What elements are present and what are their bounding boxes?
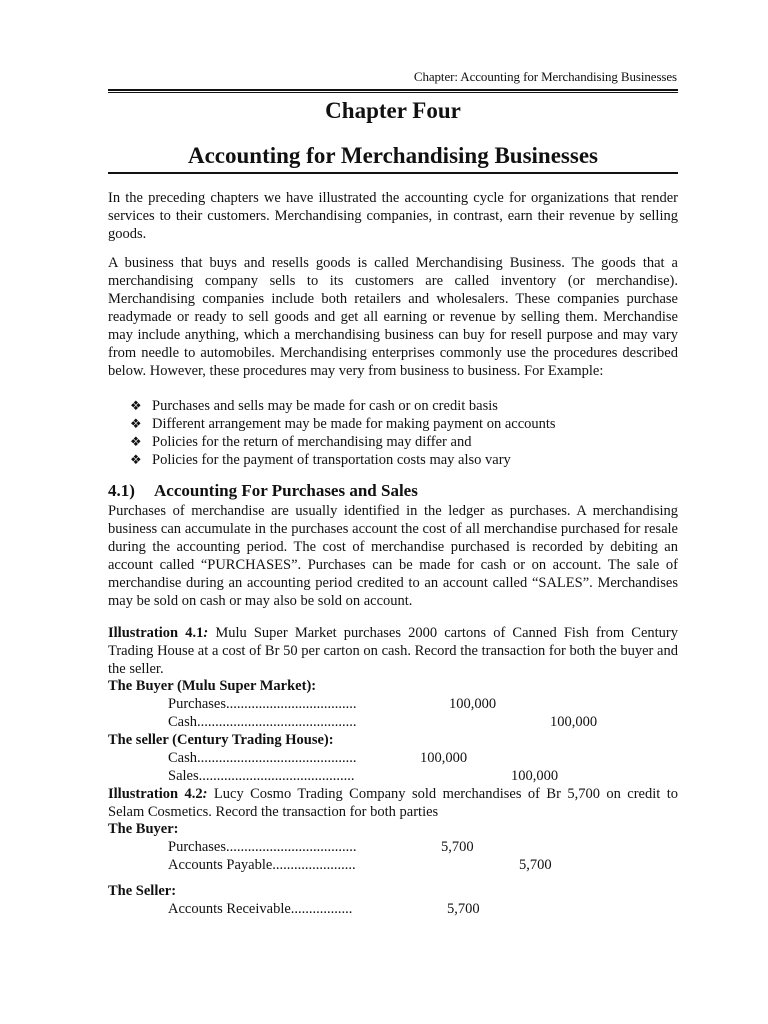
list-item (130, 433, 670, 451)
journal-debit: 5,700 (447, 901, 480, 917)
buyer-heading: The Buyer: (108, 821, 179, 837)
illustration-2-label: Illustration 4.2: (108, 786, 208, 802)
journal-account: Cash............................................ (168, 714, 357, 730)
diamond-bullet-icon: ❖ (130, 398, 142, 413)
list-item-text: Different arrangement may be made for making payment on accounts (152, 416, 556, 432)
seller-heading: The Seller: (108, 883, 177, 899)
illustration-2-text (108, 785, 678, 821)
diamond-bullet-icon: ❖ (130, 434, 142, 449)
illustration-1-body: Mulu Super Market purchases 2000 cartons of Canned Fish from Century Trading House at a cost of Br 50 per carton on cash. Record the transaction for both the buyer and the seller. (108, 625, 678, 677)
diamond-bullet-icon: ❖ (130, 416, 142, 431)
journal-account: Purchases.................................... (168, 696, 357, 712)
procedure-list (130, 397, 670, 469)
list-item-text: Policies for the return of merchandising may differ and (152, 434, 472, 450)
seller-heading: The seller (Century Trading House): (108, 732, 334, 748)
chapter-title: Accounting for Merchandising Businesses (187, 143, 598, 168)
journal-debit: 100,000 (420, 750, 468, 766)
illustration-1-label: Illustration 4.1: (108, 625, 209, 641)
journal-debit: 100,000 (449, 696, 497, 712)
list-item (130, 415, 670, 433)
section-heading (108, 481, 418, 501)
journal-account: Purchases.................................... (168, 839, 357, 855)
intro-paragraph: In the preceding chapters we have illustrated the accounting cycle for organizations that render services to their customers. Merchandising companies, in contrast, earn their revenue by selling goods. (108, 190, 678, 242)
list-item-text: Purchases and sells may be made for cash or on credit basis (152, 398, 498, 414)
definition-paragraph: A business that buys and resells goods is called Merchandising Business. The goods that a merchandising company sells to its customers are called inventory (or merchandise). Merchandising companies include both retailers and wholesalers. These companies purchase readymade or ready to sell goods and get all earning or revenue by selling them. Merchandise may include anything, which a merchandising business can buy for resell purpose and may vary from needle to automobiles. Merchandising enterprises commonly use the procedures described below. However, these procedures may very from business to business. For Example: (108, 255, 678, 379)
journal-account: Sales........................................... (168, 768, 355, 784)
journal-debit: 5,700 (441, 839, 474, 855)
running-head: Chapter: Accounting for Merchandising Businesses (413, 69, 677, 84)
illustration-1-text (108, 624, 678, 678)
list-item (130, 451, 670, 469)
section-title: Accounting For Purchases and Sales (154, 481, 418, 500)
buyer-heading: The Buyer (Mulu Super Market): (108, 678, 317, 694)
list-item (130, 397, 670, 415)
list-item-text: Policies for the payment of transportation costs may also vary (152, 452, 511, 468)
journal-credit: 100,000 (550, 714, 598, 730)
section-body: Purchases of merchandise are usually identified in the ledger as purchases. A merchandising business can accumulate in the purchases account the cost of all merchandise purchased for resale during the accounting period. The cost of merchandise purchased is recorded by debiting an account called “PURCHASES”. Purchases can be made for cash or on account. The sale of merchandise during an accounting period credited to an account called “SALES”. Merchandises may be sold on cash or may also be sold on account. (108, 503, 678, 609)
chapter-number: Chapter Four (325, 98, 461, 123)
journal-account: Accounts Receivable................. (168, 901, 353, 917)
diamond-bullet-icon: ❖ (130, 452, 142, 467)
journal-account: Accounts Payable....................... (168, 857, 356, 873)
journal-credit: 5,700 (519, 857, 552, 873)
illustration-2-body: Lucy Cosmo Trading Company sold merchandises of Br 5,700 on credit to Selam Cosmetics. Record the transaction for both parties (108, 786, 678, 820)
journal-credit: 100,000 (511, 768, 559, 784)
title-rule (108, 172, 678, 174)
section-number: 4.1) (108, 481, 135, 500)
journal-account: Cash............................................ (168, 750, 357, 766)
header-double-rule (108, 89, 678, 93)
